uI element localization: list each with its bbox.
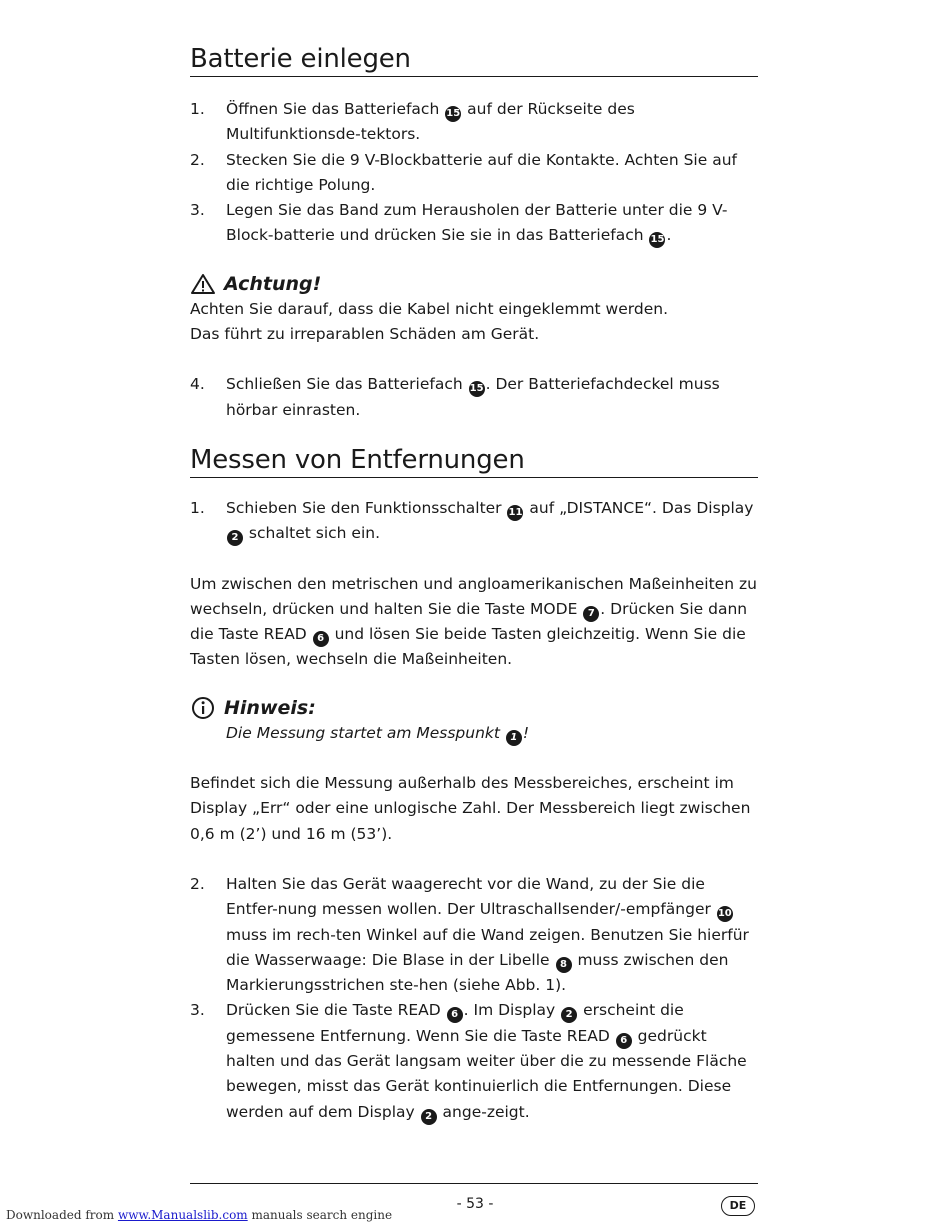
page-number: - 53 - <box>456 1196 494 1212</box>
ref-number-icon: 2 <box>227 530 243 546</box>
ref-number-icon: 2 <box>421 1109 437 1125</box>
note-title: Hinweis: <box>224 696 316 719</box>
paragraph-text: . Drücken Sie dann die Taste READ <box>190 599 748 644</box>
warning-text: Das führt zu irreparablen Schäden am Gerät. <box>190 325 540 344</box>
manualslib-link[interactable]: www.Manualslib.com <box>117 1208 248 1222</box>
heading-batterie: Batterie einlegen <box>190 44 758 77</box>
step-text: ange-zeigt. <box>437 1102 530 1121</box>
note-text-part: Die Messung startet am Messpunkt <box>226 723 505 742</box>
ref-number-icon: 11 <box>507 505 523 521</box>
step-text: muss im rech-ten Winkel auf die Wand zeigen. Benutzen Sie hierfür die Wasserwaage: Die Blase in der Libelle <box>226 925 749 969</box>
ref-number-icon: 15 <box>445 106 461 122</box>
step-text: Öffnen Sie das Batteriefach <box>226 100 445 118</box>
step-text: Legen Sie das Band zum Herausholen der Batterie unter die 9 V-Block-batterie und drücken Sie sie in das Batteriefach <box>226 201 728 245</box>
warning-title: Achtung! <box>224 272 322 295</box>
step-text: erscheint die gemessene Entfernung. Wenn Sie die Taste READ <box>226 1001 684 1045</box>
warning-triangle-icon <box>190 273 216 295</box>
ref-number-icon: 6 <box>616 1033 632 1049</box>
ref-number-icon: 10 <box>717 906 733 922</box>
list-item <box>190 198 758 249</box>
paragraph-text: Um zwischen den metrischen und angloamerikanischen Maßeinheiten zu wechseln, drücken und halten Sie die Taste MODE <box>190 574 757 618</box>
step-text: schaltet sich ein. <box>244 524 381 543</box>
step-number: 1. <box>190 100 205 118</box>
step-text: muss zwischen den Markierungsstrichen ste-hen (siehe Abb. 1). <box>226 950 729 995</box>
ref-number-icon: 7 <box>583 606 599 622</box>
note-callout <box>190 695 758 746</box>
step-text: Schließen Sie das Batteriefach <box>226 375 468 394</box>
ref-number-icon: 8 <box>556 957 572 973</box>
warning-callout <box>190 271 758 348</box>
list-item <box>190 372 758 423</box>
ref-number-icon: 15 <box>469 381 485 397</box>
info-icon <box>190 696 216 720</box>
warning-text: Achten Sie darauf, dass die Kabel nicht eingeklemmt werden. <box>190 299 668 318</box>
battery-steps <box>190 97 758 249</box>
download-watermark <box>6 1208 392 1222</box>
note-text <box>190 721 758 746</box>
step-text: . Im Display <box>463 1001 561 1020</box>
ref-number-icon: 6 <box>447 1007 463 1023</box>
step-text: Drücken Sie die Taste READ <box>226 1001 446 1020</box>
step-text: auf der Rückseite des Multifunktionsde-tektors. <box>226 100 635 144</box>
ref-number-icon: 6 <box>313 631 329 647</box>
step-text: gedrückt halten und das Gerät langsam weiter über die zu messende Fläche bewegen, misst das Gerät kontinuierlich die Entfernungen. Diese werden auf dem Display <box>226 1026 747 1121</box>
step-number: 3. <box>190 1001 205 1020</box>
step-text: Stecken Sie die 9 V-Blockbatterie auf die Kontakte. Achten Sie auf die richtige Polung. <box>226 150 737 194</box>
footer-divider <box>190 1183 758 1184</box>
step-text: . Der Batteriefachdeckel muss hörbar einrasten. <box>226 375 720 419</box>
step-number: 3. <box>190 201 205 220</box>
list-item <box>190 496 758 547</box>
paragraph <box>190 572 758 673</box>
step-number: 4. <box>190 375 205 394</box>
step-text: . <box>666 226 672 245</box>
list-item <box>190 998 758 1124</box>
list-item <box>190 872 758 998</box>
list-item <box>190 97 758 148</box>
watermark-text: Downloaded from <box>6 1208 118 1222</box>
heading-messen: Messen von Entfernungen <box>190 445 758 478</box>
step-number: 2. <box>190 150 205 169</box>
step-text: Schieben Sie den Funktionsschalter <box>226 498 507 517</box>
step-number: 2. <box>190 874 205 893</box>
ref-number-icon: 2 <box>561 1007 577 1023</box>
language-badge: DE <box>721 1196 755 1216</box>
list-item <box>190 148 758 199</box>
watermark-text: manuals search engine <box>247 1208 393 1222</box>
ref-number-icon: 15 <box>649 232 665 248</box>
ref-number-icon: 1 <box>506 730 522 746</box>
paragraph: Befindet sich die Messung außerhalb des Messbereiches, erscheint im Display „Err“ oder eine unlogische Zahl. Der Messbereich liegt zwischen 0,6 m (2’) und 16 m (53’). <box>190 774 751 843</box>
step-text: auf „DISTANCE“. Das Display <box>524 498 754 517</box>
step-text: Halten Sie das Gerät waagerecht vor die Wand, zu der Sie die Entfer-nung messen wollen. Der Ultraschallsender/-empfänger <box>226 874 716 919</box>
page-content <box>190 0 758 1125</box>
note-text-part: ! <box>522 723 530 742</box>
step-number: 1. <box>190 498 205 517</box>
paragraph-text: und lösen Sie beide Tasten gleichzeitig. Wenn Sie die Tasten lösen, wechseln die Maßeinheiten. <box>190 625 746 669</box>
